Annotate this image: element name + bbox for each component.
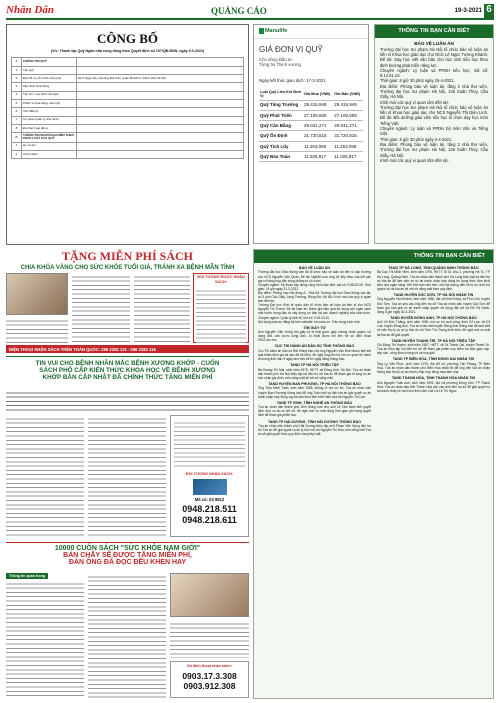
row-number: 7: [12, 116, 22, 124]
page-number: 6: [484, 4, 494, 18]
article3-phone-2[interactable]: 0903.912.308: [183, 681, 236, 692]
notice-paragraph: Chị Đặng Thị Huyền, sinh năm 1987, HKTT: xã Tả Thanh Oai, huyện Thanh Trì. Tòa án triệu tập chị đến trụ sở để tham gia phiên họp kiểm tra việc giao nộp, tiếp cận, công khai chứng cứ và hòa giải.: [377, 343, 490, 356]
col-buy-price: Giá Mua (VNĐ): [303, 89, 333, 100]
notice-paragraph: Tòa án nhân dân thành phố Hải Dương triệu tập anh Phạm Văn Hùng đến trụ sở Tòa án để giải quyết vụ án ly hôn với chị Nguyễn Thị Hoa; nếu vắng mặt Tòa án sẽ giải quyết theo quy định của pháp luật.: [258, 424, 371, 437]
notice1-p6: Trường đại học Sư phạm Hà Nội tổ chức bảo vệ luận án tiến sĩ Khoa học giáo dục cho NCS Nguyễn Thị Diệu Linh. Đề tài: Bồi dưỡng giáo viên tiểu học tổ chức dạy học môn Tiếng Việt.: [380, 104, 488, 126]
row-label: Họ và tên: [22, 142, 77, 150]
article1-body-1: [6, 317, 68, 343]
article1-phone-bar: ĐIỆN THOẠI NHẬN SÁCH TRÊN TOÀN QUỐC: 096 2292 115 - 096 2283 115: [6, 345, 249, 353]
row-value: Số 2 Ngọc Hà, phường Đội Cấn, quận Ba Đình, thành phố Hà Nội: [77, 75, 244, 83]
notice-heading: TAND TP HÀ NỘI TRIỆU TẬP: [290, 363, 339, 368]
trade-date-label: Ngày kết thúc giao dịch: 17-3-2021: [259, 77, 326, 83]
fund-buy: 27.100,508: [303, 110, 333, 120]
cong-bo-row: [12, 142, 244, 150]
notice-board-1: [374, 24, 494, 244]
notice-heading: TAND HUYỆN THANH TRÌ, TP HÀ NỘI TRIỆU TẬP: [391, 338, 476, 343]
article3-title-3: ĐÀN ÔNG ĐÃ ĐỌC ĐỀU KHEN HAY: [68, 559, 187, 566]
cong-bo-row: [12, 83, 244, 91]
fund-sell: 27.100,508: [333, 110, 363, 120]
notice-paragraph: Tòa án nhân dân thành phố Vinh thông báo cho anh Lê Văn Nam biết quyết định đưa vụ án ra xét xử, đề nghị anh có mặt đúng thời gian ghi trong quyết định để tham gia phiên tòa.: [258, 405, 371, 418]
notice2-left-column: [258, 264, 371, 696]
article3-title-2: BẢN CHẤY SẼ ĐƯỢC TẶNG MIỄN PHÍ,: [63, 552, 192, 559]
notice-paragraph: Anh Vũ Đức Thắng, sinh năm 1990, nơi cư trú cuối cùng: thôn Cổ Loa, xã Cổ Loa, huyện Đông Anh. Tòa án nhân dân huyện Đông Anh thông báo để anh biết về việc thụ lý vụ án ly hôn do chị Trần Thu Trang khởi kiện, đề nghị anh có mặt tại tòa án để giải quyết.: [377, 320, 490, 337]
notice1-heading: BÁO VỆ LUẬN ÁN: [414, 40, 454, 46]
notice-paragraph: Nội dung luận án đăng tải trên website: neu.edu.vn. Trân trọng kính mời.: [258, 319, 361, 324]
row-number: 4: [12, 91, 22, 99]
notice1-p8: Thời gian: 8 giờ 30 phút ngày 2-4-2021.: [380, 136, 453, 142]
notice1-p7: Chuyên ngành: Lý luận và PPDH bộ môn Văn và Tiếng Việt.: [380, 126, 488, 137]
manulife-logo: Manulife: [264, 28, 288, 34]
fund-row: [259, 110, 363, 120]
article2-box-title: ĐỐI TƯỢNG NHẬN SÁCH:: [185, 472, 234, 476]
notice-bar-2: THÔNG TIN BẠN CẦN BIẾT: [254, 250, 493, 263]
article2-code-label: Mã cú: 03 8812: [194, 496, 225, 502]
cong-bo-subtitle: (V/v: Thanh lập Quỹ Ngân nhà cùng đồng theo Quyết định số 107/QĐ-BNN, ngày 9-3-2021): [50, 49, 205, 53]
fund-buy: 11.025,817: [303, 152, 333, 162]
cong-bo-notice: [6, 24, 249, 245]
manulife-fund-box: [253, 24, 369, 244]
article2-body-1: [6, 415, 84, 537]
article3-body-3: [170, 620, 249, 658]
row-label: Tên quỹ: [22, 66, 77, 74]
fund-row: [259, 152, 363, 162]
fund-sell: 29.041,271: [333, 121, 363, 131]
fund-row: [259, 141, 363, 151]
page-header: [6, 4, 494, 20]
manulife-logo-icon: [259, 28, 264, 34]
notice-paragraph: Trường Đại học Kinh tế quốc dân tổ chức bảo vệ luận án tiến sĩ cho NCS Nguyễn Thị Thanh. Đề tài luận án: Đánh giá hiệu quả sử dụng vốn ngân sách nhà nước trong đầu tư xây dựng cơ bản tại các doanh nghiệp của nhà nước. Chuyên ngành: Quản lý kinh tế; mã số: 9.34.04.10.: [258, 303, 371, 320]
notice-heading: TAND HUYỆN SÓC SƠN, TP HÀ NỘI NHẮN TIN: [393, 292, 474, 297]
fund-sell: 11.025,817: [333, 152, 363, 162]
article1-image: [6, 273, 68, 315]
article2-box-text: [174, 419, 245, 469]
notice-paragraph: Chuyên ngành: Kỹ thuật xây dựng công trình đặc biệt; mã số: 9.58.02.06. Thời gian: 14 giờ ngày 31-3-2021.: [258, 282, 371, 291]
notice-paragraph: Ông Lý Văn Phúc, sinh năm 1975, địa chỉ cũ: phường Tân Phong, TP Biên Hòa. Tòa án nhân dân thành phố Biên Hòa nhắn tin để ông đến tòa án nhận thông báo thụ lý vụ án tranh chấp hợp đồng mua bán nhà.: [377, 361, 490, 375]
row-label: Địa chỉ trụ sở chính của Quỹ: [22, 75, 77, 83]
notice-heading: TÌM GIẤY TỜ: [303, 325, 326, 330]
notice1-p4: Địa điểm: Phòng bảo vệ luận án, tầng 2 nhà thư viện, Trường đại học Sư phạm Hà Nội, 136 Xuân Thủy, Cầu Giấy, Hà Nội.: [380, 83, 488, 100]
row-value: [77, 124, 244, 132]
fund-name: Quỹ Cân Bằng: [259, 121, 303, 131]
fund-sell: 31.720,815: [333, 131, 363, 141]
row-value: [77, 83, 244, 91]
article-free-book-3: [6, 542, 249, 699]
row-label: THÔNG TIN QUỸ: [22, 58, 77, 66]
article1-title-2: CHIA KHÓA VÀNG CHO SỨC KHỎE TUỔI GIÀ, TRÁNH XA BỆNH MÃN TÍNH: [20, 265, 235, 271]
cong-bo-row: [12, 58, 244, 66]
notice-paragraph: Cục Thi hành án dân sự tỉnh thông báo cho ông Nguyễn Văn Bình được biết kết quả thẩm định giá tài sản đã kê biên, đề nghị ông liên hệ với cơ quan thi hành án trong thời hạn 5 ngày làm việc kể từ ngày đăng thông báo.: [258, 348, 371, 362]
notice-paragraph: Anh Nguyễn Tuấn Anh, sinh năm 1992, địa chỉ phường Đông Sơn, TP Thanh Hóa. Tòa án nhân dân tỉnh Thanh Hóa yêu cầu anh đến trụ sở để giải quyết vụ án tranh chấp về nuôi con theo đơn của chị Lê Thị Ngọc.: [377, 380, 490, 393]
row-number: 1: [12, 142, 22, 150]
row-number: 2: [12, 150, 22, 158]
article2-contact-box: [170, 415, 249, 537]
article1-title-1: TẶNG MIỄN PHÍ SÁCH: [61, 249, 193, 263]
article3-image: [170, 573, 249, 617]
row-number: 2: [12, 75, 22, 83]
notice-heading: TAND HUYỆN ĐAN PHƯỢNG, TP HÀ NỘI THÔNG BÁO: [268, 382, 361, 386]
fund-name: Quỹ Phát Triển: [259, 110, 303, 120]
notice-heading: TAND TP VINH, TỈNH NGHỆ AN THÔNG BÁO: [276, 400, 353, 405]
article-free-book-2: [6, 356, 249, 539]
notice-paragraph: Bà Cao Thị Minh Hiền, sinh năm 1976, HKTT: tổ 15, khu 2, phường Hà Tu, TP Hạ Long, Quảng Ninh. Tòa án nhân dân thành phố Hạ Long triệu tập bà đến trụ sở tòa án để làm việc về vụ án tranh chấp hợp đồng tín dụng theo đơn khởi kiện của ngân hàng. Hết thời hạn nêu trên, nếu bà không đến sẽ bị coi là từ bỏ quyền lợi và tòa án sẽ xét xử vắng mặt theo quy định.: [377, 270, 490, 291]
notice-paragraph: Anh Nguyễn Văn Hưng tìm giấy tờ bị mất gồm: giấy chứng nhận quyền sử dụng đất, căn cước công dân. Ai nhặt được xin liên hệ số điện thoại 0912.xxx.xxx.: [258, 330, 371, 343]
notice-paragraph: Trường đại học Giáo thông vận tải tổ chức bảo vệ luận án tiến sĩ cấp trường cho NCS Nguyễn Văn Quân. Đề tài: Nghiên cứu ứng xử tiếp theo của kết cấu gia cố bằng ống dẫn sóng phẳng tự cô cuộn.: [258, 270, 371, 283]
cong-bo-table: [11, 57, 244, 159]
row-number: B: [12, 133, 22, 143]
notice1-p10: Kính mời các quý vị quan tâm đến dự.: [380, 157, 450, 163]
cong-bo-title: CÔNG BỐ: [96, 31, 159, 46]
row-value: [77, 99, 244, 107]
cong-bo-row: [12, 116, 244, 124]
cong-bo-row: [12, 75, 244, 83]
row-label: Cơ quan quản lý nhà nước: [22, 116, 77, 124]
cong-bo-row: [12, 99, 244, 107]
article1-body-3: [134, 273, 190, 343]
article3-contact-box: [170, 661, 249, 698]
article2-body-2: [88, 415, 166, 537]
notice-heading: TAND TP HÀ LONG, TỈNH QUẢNG NINH THÔNG BÁO: [388, 266, 479, 270]
fund-buy: 29.415,949: [303, 100, 333, 110]
row-number: 5: [12, 99, 22, 107]
article2-phone-1[interactable]: 0948.218.511: [182, 503, 237, 514]
fund-buy: 31.720,815: [303, 131, 333, 141]
fund-price-table: [259, 89, 363, 162]
fund-name: Quỹ Tích Lũy: [259, 141, 303, 151]
row-number: 8: [12, 124, 22, 132]
article3-title-1: 10000 CUỐN SÁCH "SỨC KHỎE NAM GIỚI": [54, 545, 201, 552]
fund-name: Quỹ Ổn Định: [259, 131, 303, 141]
row-number: 6: [12, 108, 22, 116]
row-value: [77, 91, 244, 99]
article2-title-2: SÁCH PHỔ CẬP KIẾN THỨC KHOA HỌC VỀ BỆNH XƯƠNG: [39, 367, 216, 374]
row-number: 1: [12, 66, 22, 74]
fund-subtitle-2: Từng bù Thịnh vượng: [259, 62, 301, 68]
article-free-book-1: [6, 249, 249, 352]
notice-heading: TAND TP HẢI DƯƠNG, TỈNH HẢI DƯƠNG THÔNG BÁO: [267, 419, 362, 424]
cong-bo-row: [12, 91, 244, 99]
notice-paragraph: Bà Hoàng Thị Mai, sinh năm 1978, HKTT: xã Đông Anh, Hà Nội. Tòa án nhân dân thành phố Hà Nội triệu tập bà đến trụ sở tòa án để tham gia tố tụng vụ án hôn nhân gia đình, nếu vắng mặt sẽ xét xử vắng mặt.: [258, 367, 371, 380]
article3-body-1: [6, 580, 84, 698]
cong-bo-row: [12, 150, 244, 158]
article2-phone-2[interactable]: 0948.218.611: [182, 515, 237, 526]
fund-row: [259, 131, 363, 141]
row-value: [77, 58, 244, 66]
notice-heading: TAND TP BIÊN HÒA, TỈNH ĐỒNG NAI NHẮN TIN: [392, 357, 475, 362]
issue-date: 19-3-2021: [454, 8, 482, 14]
row-value: [77, 108, 244, 116]
notice-paragraph: Địa điểm: Phòng họp Hội đồng A - Nhà A9 Trường đại học Giao thông vận tải, số 3 phố Cầu Giấy, Láng Thượng, Đống Đa, Hà Nội. Kính mời các quý vị quan tâm đến dự.: [258, 290, 371, 304]
cong-bo-row: [12, 66, 244, 74]
notice-paragraph: Ông Trần Minh Tuấn, sinh năm 1985, không rõ nơi cư trú. Tòa án nhân dân huyện Đan Phượng thông báo để ông Tuấn biết và đến tòa án giải quyết vụ án tranh chấp hợp đồng vay tài sản theo đơn khởi kiện của bà Nguyễn Thị Lan.: [258, 386, 371, 399]
row-label: Mục đích hoạt động: [22, 83, 77, 91]
col-fund-type: Loại Quỹ Liên Kết Đơn Vị: [260, 89, 302, 99]
row-label: Địa bàn hoạt động: [22, 124, 77, 132]
row-label: Chức danh: [22, 150, 77, 158]
row-value: [77, 116, 244, 124]
cong-bo-row: [12, 108, 244, 116]
notice1-p5: Kính mời các quý vị quan tâm đến dự.: [380, 99, 450, 105]
notice-heading: CỤC THI HÀNH ÁN DÂN SỰ TỈNH THÔNG BÁO: [274, 344, 355, 349]
section-title: QUẢNG CÁO: [211, 6, 267, 16]
notice-board-2: [253, 249, 494, 699]
article1-target-box: [193, 273, 249, 343]
notice1-p1: Trường đại học Sư phạm Hà Nội tổ chức bảo vệ luận án tiến sĩ Khoa học giáo dục cho NCS Lê Ngọc Tường Khanh. Đề tài: Dạy học viết văn bản cho học sinh tiểu học theo định hướng phát triển năng lực.: [380, 46, 488, 68]
row-value: [77, 150, 244, 158]
article2-title-3: KHỚP BẢN CẬP NHẬT ĐÃ CHÍNH THỨC TẶNG MIỄN PHÍ: [42, 374, 213, 381]
fund-sell: 29.415,949: [333, 100, 363, 110]
fund-sell: 11.263,059: [333, 141, 363, 151]
notice1-p2: Chuyên ngành: Lý luận và PPDH tiểu học; mã số: 9.14.01.10.: [380, 67, 488, 79]
notice-paragraph: Ông Nguyễn Văn Khánh, sinh năm 1980, địa chỉ thôn Đông, xã Phù Linh, huyện Sóc Sơn. Tòa án yêu cầu ông đến trụ sở Tòa án nhân dân huyện Sóc Sơn để tham gia hòa giải vụ án tranh chấp quyền sử dụng đất với bà Đỗ Thị Hạnh, đúng 8 giờ ngày 30-3-2021.: [377, 297, 490, 314]
article2-title-1: TIN VUI CHO BỆNH NHÂN MẮC BỆNH XƯƠNG KHỚP - CUỐN: [35, 360, 220, 367]
article2-book-image: [193, 479, 227, 495]
notice-heading: TAND HUYỆN ĐÔNG ANH, TP HÀ NỘI THÔNG BÁO: [390, 315, 477, 320]
fund-buy: 29.041,271: [303, 121, 333, 131]
article3-box-title: Số điện thoại nhận sách:: [187, 664, 232, 668]
article1-box-title: ĐỐI TƯỢNG ĐƯỢC NHẬN SÁCH:: [197, 275, 245, 284]
row-label: Vốn điều lệ: [22, 108, 77, 116]
article1-body-2: [72, 273, 130, 343]
row-number: A: [12, 58, 22, 66]
row-value: [77, 142, 244, 150]
fund-subtitle-1: Cho dòng Đầu tư: [259, 57, 292, 62]
cong-bo-row: [12, 124, 244, 132]
article3-phone-1[interactable]: 0903.17.3.308: [182, 670, 237, 681]
notice-bar-1: THÔNG TIN BẠN CẦN BIẾT: [375, 25, 493, 38]
row-label: THÔNG TIN NGƯỜI ĐẠI DIỆN THEO PHÁP LUẬT CỦA QUỸ: [22, 133, 77, 143]
fund-name: Quỹ Tăng Trưởng: [259, 100, 303, 110]
row-label: Tôn chỉ, mục đích của Quỹ: [22, 91, 77, 99]
fund-buy: 11.263,059: [303, 141, 333, 151]
notice1-p9: Địa điểm: Phòng bảo vệ luận án, tầng 2 nhà thư viện, Trường đại học Sư phạm Hà Nội, 136 Xuân Thủy, Cầu Giấy, Hà Nội.: [380, 141, 488, 158]
cong-bo-row: [12, 133, 244, 143]
notice-heading: TAND THANH HÓA, TỈNH THANH HÓA NHẮN TIN: [391, 376, 476, 381]
fund-name: Quỹ Bảo Toàn: [259, 152, 303, 162]
notice2-right-column: [377, 264, 490, 696]
col-sell-price: Giá Bán (VNĐ): [333, 89, 363, 100]
row-value: [77, 133, 244, 143]
fund-price-title: GIÁ ĐƠN VỊ QUỸ: [259, 45, 323, 54]
row-value: [77, 66, 244, 74]
fund-row: [259, 121, 363, 131]
fund-row: [259, 100, 363, 110]
article2-lead: [6, 389, 249, 411]
row-number: 3: [12, 83, 22, 91]
article3-body-2: [88, 573, 166, 698]
newspaper-brand: Nhân Dân: [6, 4, 54, 16]
notice-heading: BÁO VỆ LUẬN ÁN: [299, 266, 330, 270]
article3-tag: Thông tin quan trọng: [6, 573, 48, 579]
row-label: Phạm vi hoạt động của Quỹ: [22, 99, 77, 107]
notice1-p3: Thời gian: 8 giờ 30 phút ngày 15-4-2021.: [380, 78, 455, 84]
